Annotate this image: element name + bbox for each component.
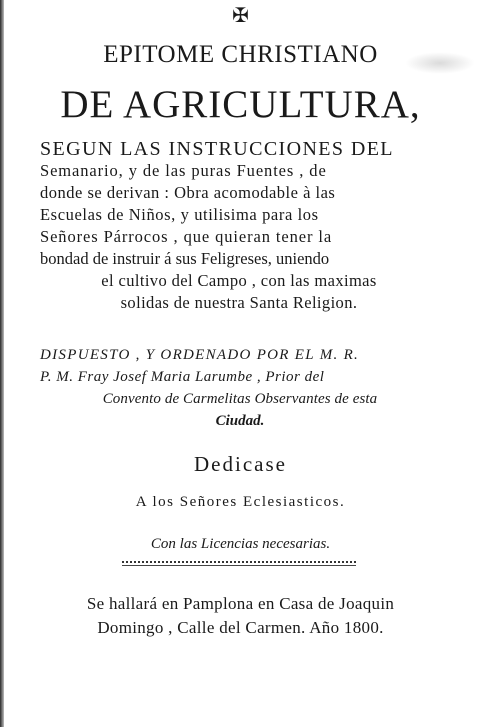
- dedication-recipients: A los Señores Eclesiasticos.: [135, 494, 346, 510]
- imprint-line: Se hallará en Pamplona en Casa de Joaquin: [86, 594, 395, 613]
- imprint-block: [0, 592, 481, 640]
- author-line: Ciudad.: [215, 413, 265, 429]
- imprint-line: Domingo , Calle del Carmen. Año 1800.: [97, 618, 384, 637]
- description-line: solidas de nuestra Santa Religion.: [120, 293, 358, 312]
- description-line: donde se derivan : Obra acomodable à las: [40, 183, 336, 202]
- description-line: bondad de instruir á sus Feligreses, uniendo: [40, 249, 330, 268]
- author-block: [40, 344, 440, 432]
- dedication-heading: Dedicase: [194, 452, 287, 476]
- description-line: Señores Párrocos , que quieran tener la: [40, 227, 333, 246]
- title-line-2: DE AGRICULTURA,: [60, 83, 421, 126]
- author-line: DISPUESTO , Y ORDENADO POR EL M. R.: [40, 347, 360, 363]
- solid-rule: [122, 565, 356, 566]
- description-block: [40, 138, 438, 314]
- description-line: SEGUN LAS INSTRUCCIONES DEL: [40, 138, 394, 160]
- author-line: P. M. Fray Josef Maria Larumbe , Prior del: [40, 369, 325, 385]
- cross-ornament-icon: ✠: [232, 5, 249, 27]
- author-line: Convento de Carmelitas Observantes de esta: [102, 391, 378, 407]
- description-line: el cultivo del Campo , con las maximas: [101, 271, 377, 290]
- title-line-1: EPITOME CHRISTIANO: [103, 41, 378, 68]
- dotted-rule: [122, 561, 356, 563]
- licenses-line: Con las Licencias necesarias.: [150, 536, 331, 552]
- description-line: Escuelas de Niños, y utilisima para los: [40, 205, 319, 224]
- description-line: Semanario, y de las puras Fuentes , de: [40, 161, 327, 180]
